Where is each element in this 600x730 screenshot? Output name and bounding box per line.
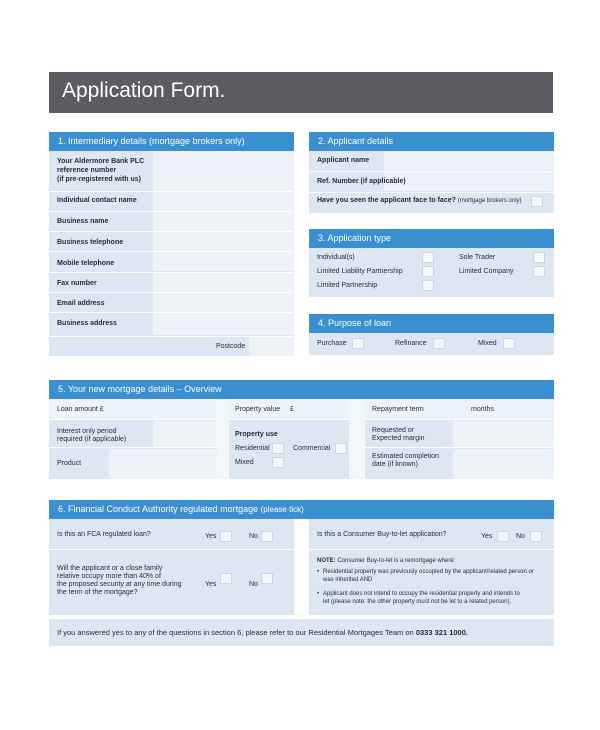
llp-checkbox[interactable]: [422, 266, 434, 277]
section-4-header: 4. Purpose of loan: [309, 314, 554, 333]
postcode-field[interactable]: [249, 337, 294, 356]
btl-note-heading: NOTE: Consumer Buy-to-let is a remortgage where:: [317, 558, 456, 564]
postcode-label: Postcode: [216, 343, 246, 350]
page-title: Application Form.: [62, 79, 226, 102]
business-address-label: Business address: [57, 320, 117, 327]
email-address-field[interactable]: [153, 293, 294, 312]
section-3-header: 3. Application type: [309, 229, 554, 248]
completion-label-line2: date (if known): [372, 461, 418, 468]
refinance-checkbox[interactable]: [433, 338, 445, 349]
occupy-question-line3: the proposed security at any time during: [57, 581, 182, 588]
footer-phone: 0333 321 1000.: [415, 628, 468, 637]
margin-field[interactable]: [453, 421, 554, 447]
fax-number-field[interactable]: [153, 273, 294, 292]
mobile-telephone-field[interactable]: [153, 252, 294, 271]
face-to-face-checkbox[interactable]: [531, 196, 543, 207]
btl-question: Is this a Consumer Buy-to-let application?: [317, 531, 447, 538]
commercial-checkbox[interactable]: [335, 443, 347, 454]
business-telephone-field[interactable]: [153, 232, 294, 251]
contact-name-label: Individual contact name: [57, 197, 137, 204]
reference-number-field[interactable]: [153, 151, 294, 191]
mixed-purpose-label: Mixed: [478, 340, 497, 347]
property-value-label: Property value: [235, 406, 281, 413]
mixed-purpose-checkbox[interactable]: [503, 338, 515, 349]
mixed-use-label: Mixed: [235, 459, 254, 466]
occupy-yes-checkbox[interactable]: [220, 573, 232, 584]
completion-label-line1: Estimated completion: [372, 453, 439, 460]
interest-only-label-line2: required (if applicable): [57, 436, 127, 443]
commercial-label: Commercial: [293, 445, 331, 452]
individuals-checkbox[interactable]: [422, 252, 434, 263]
purchase-checkbox[interactable]: [352, 338, 364, 349]
btl-note-bullet-1-line1: Residential property was previously occupied by the applicant/related person or: [323, 569, 534, 575]
refinance-label: Refinance: [395, 340, 427, 347]
face-to-face-question: Have you seen the applicant face to face? (mortgage brokers only): [317, 197, 522, 204]
btl-note-bullet-1-line2: was inherited AND: [323, 577, 373, 583]
applicant-name-label: Applicant name: [317, 157, 370, 164]
residential-label: Residential: [235, 445, 270, 452]
occupy-no-label: No: [249, 581, 258, 588]
fca-no-checkbox[interactable]: [261, 531, 273, 542]
margin-label-line2: Expected margin: [372, 435, 425, 442]
title-bar: [49, 72, 553, 113]
repayment-term-label: Repayment term: [372, 406, 424, 413]
btl-no-label: No: [516, 533, 525, 540]
interest-only-label-line1: Interest only period: [57, 428, 117, 435]
loan-amount-label: Loan amount £: [57, 406, 104, 413]
section-5-header: 5. Your new mortgage details – Overview: [49, 380, 554, 399]
margin-label-line1: Requested or: [372, 427, 415, 434]
fca-yes-checkbox[interactable]: [220, 531, 232, 542]
property-value-currency: £: [290, 406, 294, 413]
purchase-label: Purchase: [317, 340, 347, 347]
completion-date-field[interactable]: [453, 449, 554, 479]
interest-only-field[interactable]: [153, 421, 217, 447]
llp-label: Limited Liability Partnership: [317, 268, 403, 275]
ref-number-field[interactable]: [384, 172, 554, 191]
limited-company-checkbox[interactable]: [533, 266, 545, 277]
occupy-question-line4: the term of the mortgage?: [57, 589, 138, 596]
occupy-yes-label: Yes: [205, 581, 217, 588]
reference-label-line3: (if pre-registered with us): [57, 176, 142, 183]
btl-note-bullet-2-line2: let (please note: the other property must not be let to a related person).: [323, 599, 512, 605]
business-address-field[interactable]: [153, 313, 294, 335]
fax-number-label: Fax number: [57, 280, 97, 287]
occupy-question-line2: relative occupy more than 40% of: [57, 573, 161, 580]
occupy-question-line1: Will the applicant or a close family: [57, 565, 163, 572]
limited-partnership-checkbox[interactable]: [422, 280, 434, 291]
section-1-header: 1. Intermediary details (mortgage brokers only): [49, 132, 294, 151]
property-use-label: Property use: [235, 431, 278, 438]
product-field[interactable]: [109, 449, 217, 479]
fca-yes-label: Yes: [205, 533, 217, 540]
btl-no-checkbox[interactable]: [530, 531, 542, 542]
occupy-no-checkbox[interactable]: [261, 573, 273, 584]
section-2-header: 2. Applicant details: [309, 132, 554, 151]
business-telephone-label: Business telephone: [57, 239, 124, 246]
reference-label-line1: Your Aldermore Bank PLC: [57, 158, 145, 165]
business-name-field[interactable]: [153, 212, 294, 231]
sole-trader-label: Sole Trader: [459, 254, 496, 261]
applicant-name-field[interactable]: [384, 151, 554, 170]
btl-note-bullet-2-marker: •: [317, 591, 320, 597]
mobile-telephone-label: Mobile telephone: [57, 260, 115, 267]
btl-note-bullet-1-marker: •: [317, 569, 320, 575]
business-name-label: Business name: [57, 218, 109, 225]
email-address-label: Email address: [57, 300, 105, 307]
months-label: months: [471, 406, 494, 413]
section-6-header: 6. Financial Conduct Authority regulated mortgage (please tick): [49, 500, 554, 519]
btl-note-bullet-2-line1: Applicant does not intend to occupy the residential property and intends to: [323, 591, 520, 597]
fca-no-label: No: [249, 533, 258, 540]
sole-trader-checkbox[interactable]: [533, 252, 545, 263]
fca-question: Is this an FCA regulated loan?: [57, 531, 151, 538]
limited-partnership-label: Limited Partnership: [317, 282, 378, 289]
individuals-label: Individual(s): [317, 254, 355, 261]
ref-number-label: Ref. Number (if applicable): [317, 178, 406, 185]
footer-notice: If you answered yes to any of the questions in section 6, please refer to our Residential Mortgages Team on 0333 321 1000.: [57, 628, 468, 637]
product-label: Product: [57, 460, 82, 467]
btl-yes-checkbox[interactable]: [497, 531, 509, 542]
contact-name-field[interactable]: [153, 192, 294, 211]
mixed-use-checkbox[interactable]: [272, 457, 284, 468]
residential-checkbox[interactable]: [272, 443, 284, 454]
reference-label-line2: reference number: [57, 167, 117, 174]
btl-yes-label: Yes: [481, 533, 493, 540]
limited-company-label: Limited Company: [459, 268, 514, 275]
